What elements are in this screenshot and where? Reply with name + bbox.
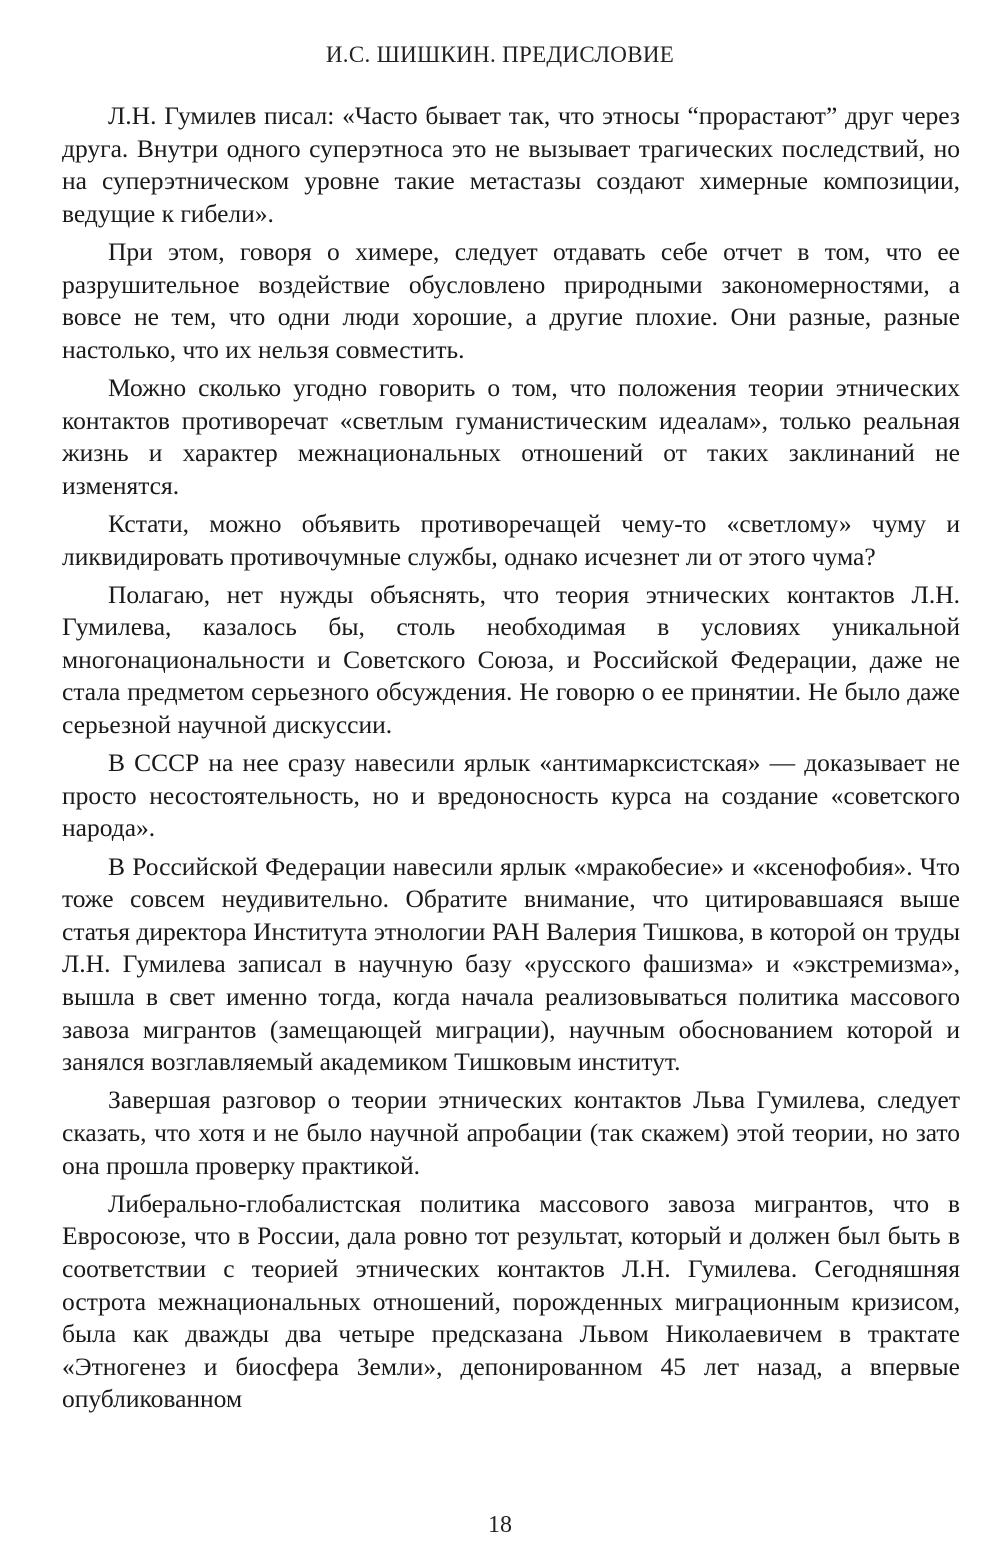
paragraph: Можно сколько угодно говорить о том, что положения теории этнических контактов противоречат «светлым гуманистическим идеалам», только реальная жизнь и характер межнациональных отношений от таких заклинаний не изменятся. xyxy=(62,372,960,500)
paragraph: При этом, говоря о химере, следует отдавать себе отчет в том, что ее разрушительное воздействие обусловлено природными закономерностями, а вовсе не тем, что одни люди хорошие, а другие плохие. Они разные, разные настолько, что их нельзя совместить. xyxy=(62,236,960,364)
paragraph: В Российской Федерации навесили ярлык «мракобесие» и «ксенофобия». Что тоже совсем неудивительно. Обратите внимание, что цитировавшаяся выше статья директора Института этнологии РАН Валерия Тишкова, в которой он труды Л.Н. Гумилева записал в научную базу «русского фашизма» и «экстремизма», вышла в свет именно тогда, когда начала реализовываться политика массового завоза мигрантов (замещающей миграции), научным обоснованием которой и занялся возглавляемый академиком Тишковым институт. xyxy=(62,851,960,1077)
running-title: И.С. ШИШКИН. ПРЕДИСЛОВИЕ xyxy=(325,42,675,67)
paragraph: Завершая разговор о теории этнических контактов Льва Гумилева, следует сказать, что хотя и не было научной апробации (так скажем) этой теории, но зато она прошла проверку практикой. xyxy=(62,1085,960,1180)
page-number: 18 xyxy=(488,1512,512,1538)
paragraph: Кстати, можно объявить противоречащей чему-то «светлому» чуму и ликвидировать противочумные службы, однако исчезнет ли от этого чума? xyxy=(62,508,960,571)
paragraph: Либерально-глобалистская политика массового завоза мигрантов, что в Евросоюзе, что в России, дала ровно тот результат, который и должен был быть в соответствии с теорией этнических контактов Л.Н. Гумилева. Сегодняшняя острота межнациональных отношений, порожденных миграционным кризисом, была как дважды два четыре предсказана Львом Николаевичем в трактате «Этногенез и биосфера Земли», депонированном 45 лет назад, а впервые опубликованном xyxy=(62,1188,960,1414)
body-text xyxy=(62,100,960,1422)
paragraph: Полагаю, нет нужды объяснять, что теория этнических контактов Л.Н. Гумилева, казалось бы, столь необходимая в условиях уникальной многонациональности и Советского Союза, и Российской Федерации, даже не стала предметом серьезного обсуждения. Не говорю о ее принятии. Не было даже серьезной научной дискуссии. xyxy=(62,579,960,740)
paragraph: В СССР на нее сразу навесили ярлык «антимарксистская» — доказывает не просто несостоятельность, но и вредоносность курса на создание «советского народа». xyxy=(62,748,960,843)
paragraph: Л.Н. Гумилев писал: «Часто бывает так, что этносы “прорастают” друг через друга. Внутри одного суперэтноса это не вызывает трагических последствий, но на суперэтническом уровне такие метастазы создают химерные композиции, ведущие к гибели». xyxy=(62,101,960,228)
